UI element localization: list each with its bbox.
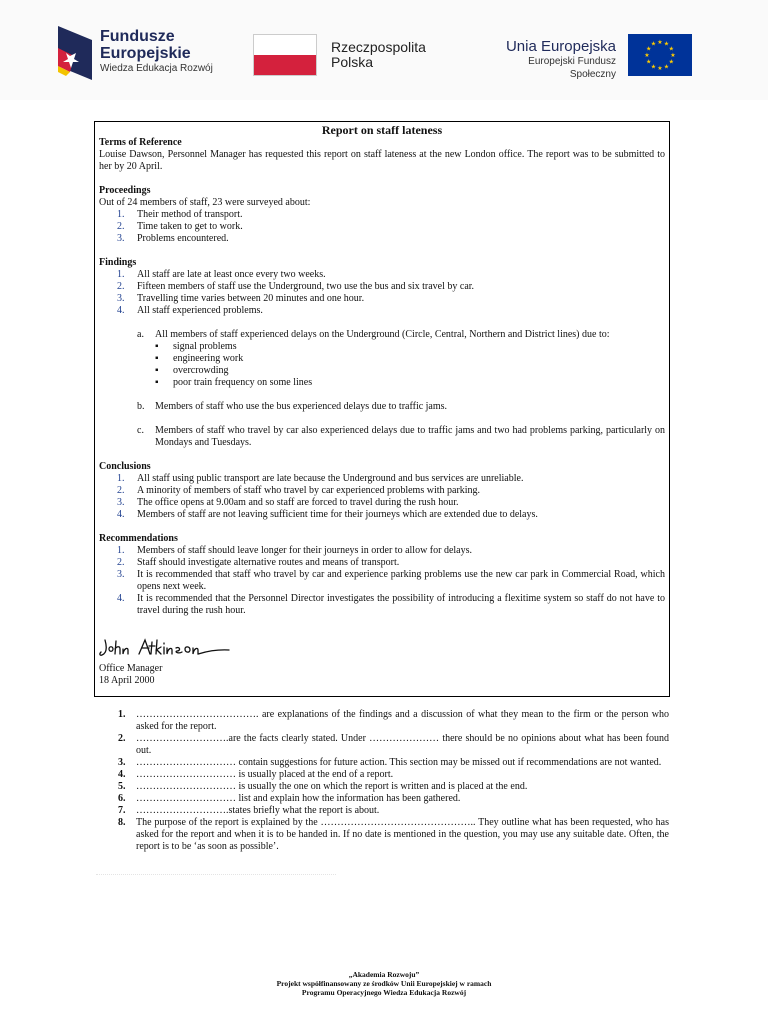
list-item: 1. All staff are late at least once every two weeks. bbox=[117, 269, 326, 280]
question-item: 7. ……………………….states briefly what the report is about. bbox=[118, 805, 380, 816]
recommendations-list bbox=[99, 545, 665, 617]
list-item: 1. Their method of transport. bbox=[117, 209, 243, 220]
sub-item-b: b. Members of staff who use the bus experienced delays due to traffic jams. bbox=[137, 401, 448, 412]
eu-flag-icon bbox=[628, 34, 692, 76]
footer-line3: Programu Operacyjnego Wiedza Edukacja Rozwój bbox=[301, 988, 467, 997]
list-item: 3. Problems encountered. bbox=[117, 233, 229, 244]
question-item: 3. ………………………… contain suggestions for future action. This section may be missed out if recommendations are not wanted. bbox=[118, 757, 662, 768]
list-item: 1. Members of staff should leave longer for their journeys in order to allow for delays. bbox=[117, 545, 472, 556]
fe-title-line2: Europejskie bbox=[100, 45, 191, 62]
eu-star-icon: ★ bbox=[650, 64, 657, 71]
eu-star-icon: ★ bbox=[668, 46, 674, 53]
fundusze-europejskie-logo-icon bbox=[58, 26, 92, 80]
bullet-item: ▪ signal problems bbox=[155, 341, 665, 353]
list-item: 4. It is recommended that the Personnel Director investigates the possibility of introducing a flexitime system so staff do not have to travel during the rush hour. bbox=[117, 593, 665, 616]
list-item: 4. Members of staff are not leaving sufficient time for their journeys which are extended due to delays. bbox=[117, 509, 538, 520]
fundusze-europejskie-text bbox=[100, 28, 213, 76]
eu-star-icon: ★ bbox=[657, 66, 663, 72]
footer-line1: „Akademia Rozwoju” bbox=[348, 970, 420, 979]
list-item: 2. Fifteen members of staff use the Underground, two use the bus and six travel by car. bbox=[117, 281, 475, 292]
question-item: 2. ……………………….are the facts clearly stated. Under ………………… there should be no opinions about what has been found out. bbox=[118, 733, 669, 756]
list-item: 1. All staff using public transport are late because the Underground and bus services are unreliable. bbox=[117, 473, 524, 484]
list-item: 4. All staff experienced problems. bbox=[117, 305, 263, 316]
sub-item-a: a. All members of staff experienced delays on the Underground (Circle, Central, Northern and District lines) due to: bbox=[137, 329, 610, 340]
sub-item-c: c. Members of staff who travel by car also experienced delays due to traffic jams and two had problems parking, particularly on Mondays and Tuesdays. bbox=[137, 425, 665, 448]
rzeczpospolita-text bbox=[331, 40, 426, 70]
list-item: 3. The office opens at 9.00am and so staff are forced to travel during the rush hour. bbox=[117, 497, 459, 508]
underground-causes-list bbox=[137, 341, 665, 389]
eu-star-icon: ★ bbox=[663, 41, 670, 48]
proceedings-heading: Proceedings bbox=[99, 185, 151, 196]
eu-star-icon: ★ bbox=[670, 53, 676, 59]
proceedings-intro: Out of 24 members of staff, 23 were surveyed about: bbox=[99, 197, 311, 208]
recommendations-heading: Recommendations bbox=[99, 533, 178, 544]
proceedings-list bbox=[99, 209, 665, 245]
faint-divider bbox=[96, 874, 336, 878]
terms-heading: Terms of Reference bbox=[99, 137, 182, 148]
bullet-item: ▪ overcrowding bbox=[155, 365, 665, 377]
eu-star-icon: ★ bbox=[646, 59, 652, 66]
list-item: 3. It is recommended that staff who travel by car and experience parking problems use the new car park in Commercial Road, which opens next week. bbox=[117, 569, 665, 592]
signer-date: 18 April 2000 bbox=[99, 675, 155, 686]
eu-title: Unia Europejska bbox=[505, 38, 616, 55]
eu-star-icon: ★ bbox=[646, 46, 652, 53]
eu-star-icon: ★ bbox=[644, 53, 650, 59]
report-box bbox=[94, 121, 670, 697]
eu-text bbox=[480, 38, 616, 81]
pl-line2: Polska bbox=[331, 54, 374, 70]
report-title: Report on staff lateness bbox=[321, 123, 443, 137]
conclusions-list bbox=[99, 473, 665, 521]
eu-star-icon: ★ bbox=[650, 41, 657, 48]
terms-text: Louise Dawson, Personnel Manager has requested this report on staff lateness at the new London office. The report was to be submitted to her by 20 April. bbox=[99, 149, 665, 172]
signer-role: Office Manager bbox=[99, 663, 163, 674]
bullet-item: ▪ poor train frequency on some lines bbox=[155, 377, 665, 389]
findings-sublist bbox=[99, 329, 665, 449]
footer-line2: Projekt współfinansowany ze środków Unii Europejskiej w ramach bbox=[276, 979, 492, 988]
eu-subtitle: Europejski Fundusz Społeczny bbox=[528, 56, 616, 80]
page-footer bbox=[0, 970, 768, 997]
fe-subtitle: Wiedza Edukacja Rozwój bbox=[100, 63, 213, 74]
bullet-item: ▪ engineering work bbox=[155, 353, 665, 365]
question-item: 6. ………………………… list and explain how the information has been gathered. bbox=[118, 793, 461, 804]
eu-star-icon: ★ bbox=[668, 59, 674, 66]
logo-header bbox=[0, 0, 768, 100]
list-item: 2. A minority of members of staff who travel by car experienced problems with parking. bbox=[117, 485, 481, 496]
findings-list bbox=[99, 269, 665, 317]
fe-title-line1: Fundusze bbox=[100, 28, 175, 45]
list-item: 3. Travelling time varies between 20 minutes and one hour. bbox=[117, 293, 365, 304]
list-item: 2. Time taken to get to work. bbox=[117, 221, 243, 232]
findings-heading: Findings bbox=[99, 257, 137, 268]
pl-line1: Rzeczpospolita bbox=[331, 39, 426, 55]
conclusions-heading: Conclusions bbox=[99, 461, 151, 472]
question-item: 4. ………………………… is usually placed at the end of a report. bbox=[118, 769, 394, 780]
question-item: 8. The purpose of the report is explained by the ……………………………………….. They outline what has been requested, who has asked for the report and when it is to be handed in. If no date is mentioned in the question, you may use any suitable date. Often, the report is to be ‘as soon as possible’. bbox=[118, 817, 669, 852]
question-item: 5. ………………………… is usually the one on which the report is written and is placed at the end. bbox=[118, 781, 528, 792]
eu-star-icon: ★ bbox=[657, 40, 663, 46]
eu-star-icon: ★ bbox=[663, 64, 670, 71]
question-item: 1. ………………………………. are explanations of the findings and a discussion of what they mean to the firm or the person who asked for the report. bbox=[118, 709, 669, 732]
list-item: 2. Staff should investigate alternative routes and means of transport. bbox=[117, 557, 400, 568]
questions-list bbox=[118, 709, 669, 853]
polish-flag-icon bbox=[253, 34, 317, 76]
signature-image bbox=[99, 637, 239, 659]
